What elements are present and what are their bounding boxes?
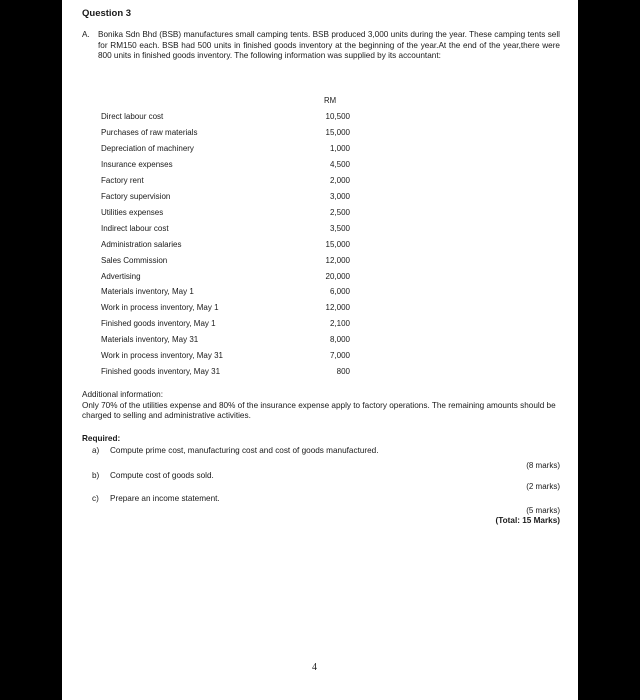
required-item xyxy=(92,494,220,503)
table-row-value: 15,000 xyxy=(325,127,350,137)
table-row-value: 1,000 xyxy=(329,143,350,153)
table-row-label: Administration salaries xyxy=(101,239,182,249)
table-row-label: Factory supervision xyxy=(101,191,171,201)
question-intro: Bonika Sdn Bhd (BSB) manufactures small camping tents. BSB produced 3,000 units during the year. These camping tents sell for RM150 each. BSB had 500 units in finished goods inventory at the beginning of the year.At the end of the year,there were 800 units in finished goods inventory. The following information was supplied by its accountant: xyxy=(98,30,560,60)
table-row-value: 2,100 xyxy=(329,319,350,329)
item-letter: a) xyxy=(92,446,100,455)
item-marks: (5 marks) xyxy=(526,506,560,515)
question-title: Question 3 xyxy=(82,8,132,19)
table-row-value: 12,000 xyxy=(325,303,350,313)
table-row-value: 10,500 xyxy=(325,112,350,121)
additional-text: Only 70% of the utilities expense and 80% of the insurance expense apply to factory operations. The remaining amounts should be charged to selling and administrative activities. xyxy=(82,400,556,420)
table-row-label: Purchases of raw materials xyxy=(101,127,198,137)
table-row-label: Utilities expenses xyxy=(101,207,164,217)
table-row-label: Work in process inventory, May 1 xyxy=(101,303,219,313)
required-item xyxy=(92,471,214,480)
required-heading: Required: xyxy=(82,434,121,443)
table-row-value: 20,000 xyxy=(325,271,350,281)
table-row-value: 15,000 xyxy=(325,239,350,249)
table-row-value: 2,500 xyxy=(329,207,350,217)
item-text: Prepare an income statement. xyxy=(110,494,220,503)
table-row-label: Materials inventory, May 1 xyxy=(101,287,194,297)
table-row-value: 12,000 xyxy=(325,255,350,265)
table-row-label: Finished goods inventory, May 31 xyxy=(101,367,221,377)
table-row-value: 800 xyxy=(336,367,350,377)
item-marks: (2 marks) xyxy=(526,482,560,491)
page-number: 4 xyxy=(312,662,317,673)
item-letter: c) xyxy=(92,494,99,503)
table-row-value: 2,000 xyxy=(329,175,350,185)
table-row-label: Direct labour cost xyxy=(101,112,164,121)
item-text: Compute cost of goods sold. xyxy=(110,471,214,480)
table-row-label: Depreciation of machinery xyxy=(101,143,194,153)
table-row-value: 6,000 xyxy=(329,287,350,297)
item-marks: (8 marks) xyxy=(526,461,560,470)
table-row-label: Sales Commission xyxy=(101,255,168,265)
item-text: Compute prime cost, manufacturing cost and cost of goods manufactured. xyxy=(110,446,379,455)
table-row-label: Work in process inventory, May 31 xyxy=(101,351,223,361)
document-page xyxy=(62,0,578,700)
additional-heading: Additional information: xyxy=(82,390,164,399)
part-label: A. xyxy=(82,30,90,39)
total-marks: (Total: 15 Marks) xyxy=(495,516,560,525)
item-letter: b) xyxy=(92,471,100,480)
table-row-value: 3,500 xyxy=(329,223,350,233)
currency-header: RM xyxy=(324,96,337,105)
table-row-label: Insurance expenses xyxy=(101,159,173,169)
table-row-value: 3,000 xyxy=(329,191,350,201)
table-row-label: Finished goods inventory, May 1 xyxy=(101,319,216,329)
additional-info xyxy=(82,390,560,422)
required-item xyxy=(92,446,379,455)
table-row-value: 8,000 xyxy=(329,335,350,345)
table-row-value: 7,000 xyxy=(329,351,350,361)
table-row-value: 4,500 xyxy=(329,159,350,169)
table-row-label: Factory rent xyxy=(101,175,144,185)
table-row-label: Indirect labour cost xyxy=(101,223,169,233)
table-row-label: Materials inventory, May 31 xyxy=(101,335,199,345)
table-row-label: Advertising xyxy=(101,271,141,281)
